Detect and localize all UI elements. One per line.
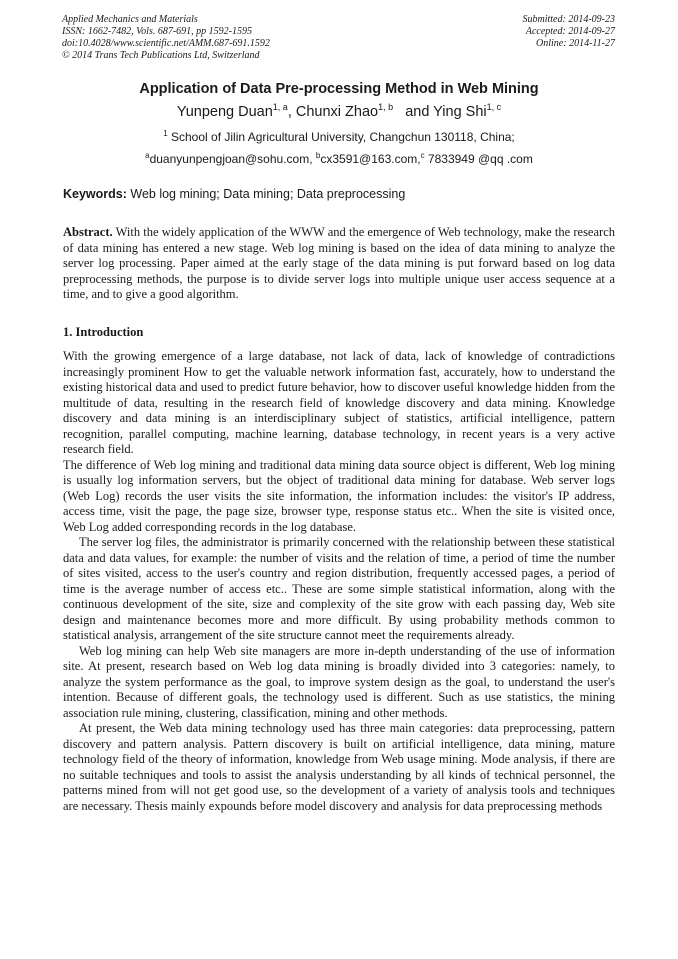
email-sup: a xyxy=(145,151,150,160)
introduction-body xyxy=(63,349,615,814)
paragraph: At present, the Web data mining technology used has three main categories: data preprocessing, pattern discovery and pattern analysis. Pattern discovery is built on artificial intelligence, data mining, mature technology field of the theory of information, knowledge from Web usage mining. Mode analysis, if there are no suitable techniques and tools to assist the analysis understanding by all kinds of technical personnel, the patterns mined from will not get good use, so the development of a variety of analysis tools and techniques are necessary. Thesis mainly expounds before model discovery and analysis for data preprocessing methods xyxy=(63,721,615,813)
email-sup: c xyxy=(420,151,425,160)
email-list xyxy=(0,152,678,166)
author-affil-sup: 1, b xyxy=(378,102,394,112)
paragraph: The difference of Web log mining and traditional data mining data source object is different, Web log mining is usually log information servers, but the object of traditional data mining for database. Web server logs (Web Log) records the user visits the site information, the information includes: the visitor's IP address, access time, visit the page, the page size, browser type, response status etc.. When the site is visited once, Web Log added corresponding records in the log database. xyxy=(63,457,615,534)
author-separator: and xyxy=(393,104,434,120)
author-name: Ying Shi xyxy=(433,104,487,120)
email-address: cx3591@163.com, xyxy=(320,152,421,166)
journal-header xyxy=(62,14,270,62)
journal-issn: ISSN: 1662-7482, Vols. 687-691, pp 1592-1595 xyxy=(62,26,252,37)
paragraph: With the growing emergence of a large database, not lack of data, lack of knowledge of contradictions increasingly prominent How to get the valuable network information fast, accurately, how to understand the existing historical data and used to predict future behavior, how to discover useful knowledge hidden from the multitude of data, resulting in the research field of knowledge discovery and data mining. Knowledge discovery and data mining is an interdisciplinary subject of statistics, artificial intelligence, pattern recognition, parallel computing, machine learning, database technology, in recent years is a very active research field. xyxy=(63,349,615,456)
dates-header xyxy=(523,14,616,50)
email-address: duanyunpengjoan@sohu.com, xyxy=(149,152,316,166)
affiliation-sup: 1 xyxy=(163,129,168,138)
author-affil-sup: 1, a xyxy=(272,102,288,112)
paragraph: Web log mining can help Web site managers are more in-depth understanding of the use of information site. At present, research based on Web log data mining is broadly divided into 3 categories: namely, to analyze the system performance as the goal, to improve system design as the goal, to understand the user's intention. Because of different goals, the technology used is different. Such as use statistics, the mining association rule mining, clustering, classification, mining and other methods. xyxy=(63,643,615,720)
abstract xyxy=(63,225,615,303)
journal-name: Applied Mechanics and Materials xyxy=(62,14,198,25)
affiliation-text: School of Jilin Agricultural University, Changchun 130118, China; xyxy=(167,130,515,144)
author-name: Yunpeng Duan xyxy=(176,104,273,120)
abstract-text: With the widely application of the WWW and the emergence of Web technology, make the research of data mining has entered a new stage. Web log mining is based on the idea of data mining to analyze the server log processing. Paper aimed at the early stage of the data mining is put forward based on log data preprocessing methods, the purpose is to divide server logs into multiple unique user access sequence at a time, and to give a good algorithm. xyxy=(63,225,615,301)
affiliation xyxy=(0,130,678,144)
keywords-text: Web log mining; Data mining; Data preprocessing xyxy=(126,187,406,201)
keywords-label: Keywords: xyxy=(63,187,127,201)
abstract-label: Abstract. xyxy=(63,225,113,239)
online-date: Online: 2014-11-27 xyxy=(536,38,615,49)
section-heading: 1. Introduction xyxy=(63,325,144,339)
journal-doi: doi:10.4028/www.scientific.net/AMM.687-691.1592 xyxy=(62,38,270,49)
author-name: Chunxi Zhao xyxy=(295,104,379,120)
email-address: 7833949 @qq .com xyxy=(424,152,533,166)
email-sup: b xyxy=(315,151,321,160)
accepted-date: Accepted: 2014-09-27 xyxy=(525,26,615,37)
paper-title: Application of Data Pre-processing Method in Web Mining xyxy=(139,81,539,97)
keywords xyxy=(63,187,615,201)
author-list xyxy=(0,104,678,120)
paragraph: The server log files, the administrator is primarily concerned with the relationship between these statistical data and data values, for example: the number of visits and the relation of time, a period of time the number of sites visited, access to the user's country and region distribution, frequently accessed pages, a period of time is the average number of access etc.. These are some simple statistical information, along with the continuous development of the site, size and complexity of the site grow with each passing day, Web site design and maintenance becomes more and more difficult. By using probability methods common to statistical analysis, arrangement of the site structure cannot meet the requirements already. xyxy=(63,535,615,642)
author-separator: , xyxy=(287,104,296,120)
author-affil-sup: 1, c xyxy=(486,102,502,112)
submitted-date: Submitted: 2014-09-23 xyxy=(522,14,615,25)
journal-copyright: © 2014 Trans Tech Publications Ltd, Switzerland xyxy=(62,50,260,61)
